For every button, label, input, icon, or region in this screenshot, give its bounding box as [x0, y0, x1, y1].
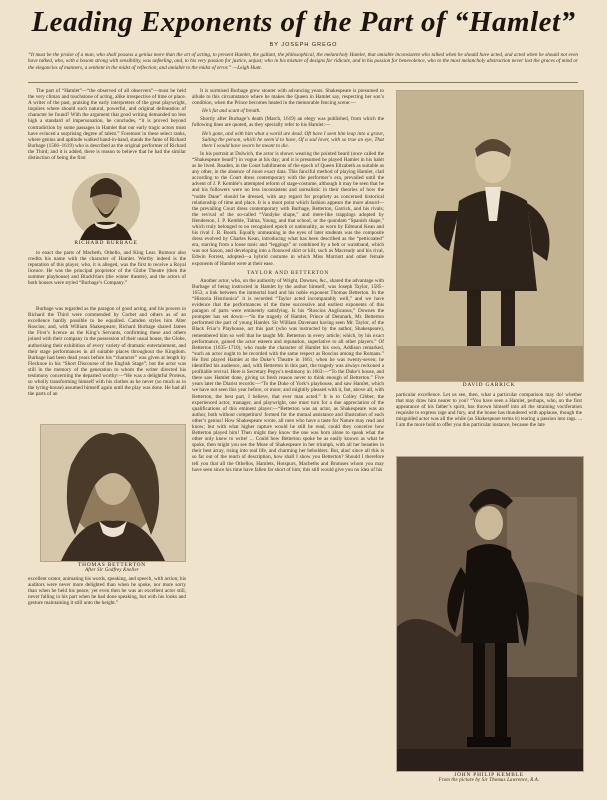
paragraph: particular excellence. Let us see, then, what a particular comparison may do! whether that may draw him nearer to you? “You have seen a Hamlet, perhaps, who, on the first appearance of his father’s spirit, has thrown himself into all the straining vociferation requisite to express rage and fury, and the house has thundered with applause, though the misguided actor was all the while (as Shakespeare terms it) tearing a passion into rags. ... I am the more bold to offer you this particular instance, because the late: [396, 392, 582, 429]
left-column-intro: [28, 88, 186, 164]
left-column-bottom: [28, 576, 186, 616]
garrick-engraving: [397, 91, 583, 381]
garrick-caption: DAVID GARRICK: [462, 382, 516, 388]
page-title: Leading Exponents of the Part of “Hamlet”: [31, 6, 576, 38]
header-rule: [28, 82, 578, 83]
epigraph: “It must be the praise of a man, who shall possess a genius more than the art of acting, to present Hamlet, the gallant, the philosophical, the melancholy Hamlet, that amiable inconsistent who talked when he should have acted, and acted when he should not even have talked, who, with a bosom strong with sensibility, was unfeeling, and, to his very passion for justice, unjust; who in his mixture of designs for ridicule, and in his passion for benevolence, who to the most melancholy abstraction never lost the graces of mind or the elegancies of manners, a sentient in the midst of reflection, and amiable to the midst of error.” —Leigh Hunt.: [28, 52, 578, 71]
paragraph: In his portrait at Dulwich, the actor is shown wearing the pointed beard (once called the “Shakespeare beard”) in vogue at his day; and it is presumed he played Hamlet in his habit as he lived. Boaden, in the Court habiliments of the epoch of Queen Elizabeth as suitable as any other, in the absence of more exact data. This fanciful method of playing Hamlet, clad according to the Court dress contemporary with the performer’s era, prevailed until the advent of J. P. Kemble’s attempted reform of stage-costume, although it may be seen that he and his followers were no less inconsistent and unrealistic in their theories of how the “noble Dane” should be dressed, with any regard for propriety as concerned historical relationship of time and place. It is a moot point which fashion appears the more absurd—the prevailing Court dress contemporary with Burbage, Betterton, Garrick, and his rivals; the revival of the so-called “Vandyke shape,” and mere-like trappings adopted by Henderson, J. P. Kemble, Talma, Young, and that school, or the quondam “Spanish shape,” which truly belonged to no recognised epoch or nationality, as worn by Edmund Kean and his rival J. B. Booth. Equally unmeaning in the eyes of later students was the composite dress evolved by Charles Kean, introducing what has been described as the “petticoated” era, starring from a loose tunic and “leggings” or combined by a belt or waistband, which was not Saxon, and developing into a flounced skirt or kilt, such as Macready and his rival, Edwin Forrest, adopted—a hybrid costume in which Miss Marriott and other female exponents of Hamlet were at their ease.: [192, 150, 384, 267]
paragraph: Shortly after Burbage’s death (March, 1619) an elegy was published, from which the following lines are quoted, as they specially refer to his Hamlet:—: [192, 116, 384, 129]
paragraph: The part of “Hamlet”—“the observed of all observers”—must be held the very climax and touchstone of acting, alike irrespective of time or place. A writer of the past, praising the early interpreters of the great playwright, inquires where should such natural, powerful, and original delineation of character be found? With the argument that good writing demanded no less high a standard of impersonation, he concludes, “it is proved beyond contradiction by some passages in Hamlet that our early tragic actors must have evinced a surprising degree of talent.” Foremost in these select ranks, where genius and aptitude walked hand-in-hand, stands the fame of Richard Burbage (1566–1619) who is described as the original performer of Richard the Third; and it is added, there is reason to believe that he had the similar distinction of being the first: [28, 88, 186, 162]
burbage-portrait: [66, 166, 146, 240]
kemble-portrait: [396, 456, 584, 772]
verse-quote: He’s fat and scant of breath.: [202, 108, 261, 115]
betterton-credit: After Sir Godfrey Kneller: [85, 568, 139, 573]
betterton-name: THOMAS BETTERTON: [78, 562, 146, 568]
betterton-engraving: [41, 425, 185, 561]
kemble-name: JOHN PHILIP KEMBLE: [454, 772, 524, 778]
paragraph: Another actor, who, on the authority of Wright, Downes, &c., shared the advantage with Burbage of being instructed in Hamlet by the author himself, was Joseph Taylor, 1585–1653, a link between the immortal bard and his noble exponent Thomas Betterton. In the “Historia Histrionica” it is recorded “Taylor acted incomparably well,” and we have evidence that the performances of the three successive and earliest exponents of this paragon of parts were eminently satisfying. Is his “Roscius Anglicanus,” Downes the prompter has set down:—“In the tragedy of Hamlet, Prince of Denmark, Mr. Betterton performed the part of young Hamlet. Sir William Davenant having seen Mr. Taylor, of the Black Friar’s Playhouse, act this part (who was instructed by the author, Shakespeare), remembered him so well that he taught Mr. Betterton in every article; which, by his exact performance, gained the actor esteem and reputation, superlative to all other players.” Of Betterton (1635–1710), who made the character of Hamlet his own, Addison remarked, “such an actor ought to be recorded with the same respect as Roscius among the Romans.” He first played Hamlet at the Duke’s Theatre in 1661, when he was twenty-seven; he identified his audience, and, with Betterton in this part, the tragedy was always reckoned a profitable revival. Here is Secretary Pepys’s testimony in 1663:—“To the Duke’s house, and there saw Hamlet done, giving us fresh reason never to think enough of Betterton.” Five years later the Diarist records:—“To the Duke of York’s playhouse, and saw Hamlet, which we have not seen this year before, or more; and mightily pleased with it, but, above all, with Betterton, the best part, I believe, that ever man acted.” It is to Colley Cibber, the experienced actor, manager, and playwright, one must turn for a due appreciation of the qualifications of this eminent player:—“Betterton was an actor, as Shakespeare was an author, both without competitors! formed for the mutual assistance and illustration of each other’s genius! How Shakespeare wrote, all men who have a taste for Nature may read and know; but with what higher rapture would he still be read, could they conceive how Betterton played him! Then might they know the one was born alone to speak what the other only knew to write! ... Could how Betterton spoke be as easily known as what he spoke, then might you see the Muse of Shakespeare in her triumph, with all her beauties in their best array, rising into real life, and charming her beholders. But, alas! since all this is so far out of the reach of description, how shall I show you Betterton? Should I therefore tell you that all the Othellos, Hamlets, Hotspurs, Macbeths and Brutuses whom you may have seen since his time have fallen far short of him; this still would give you no idea of his: [192, 277, 384, 473]
kemble-engraving: [397, 457, 583, 771]
paragraph: excellent orator, animating his words, speaking, and speech, with action; his auditors were never more delighted than when he spoke, nor more sorry than when he held his peace; yet even then he was an excellent actor still, never falling in his part when he had done speaking, but with his looks and gesture maintaining it still unto the height.”: [28, 576, 186, 607]
paragraph: to enact the parts of Macbeth, Othello, and King Lear. Rumour also credits his name with the character of Hamlet. Worthy indeed is the reputation of this player, who, it is alleged, was the first to receive a Royal licence. He was the principal proprietor of the Globe Theatre (then the summer playhouse) and Blackfriars (the winter theatre), and the actors of both houses were styled “Burbage’s Company.”: [28, 250, 186, 287]
paragraph: It is surmised Burbage grew stouter with advancing years. Shakespeare is presumed to allude to this circumstance where he makes the Queen in Hamlet say, respecting her son’s condition, when the Prince becomes heated in the memorable fencing scene:—: [192, 88, 384, 107]
burbage-engraving: [66, 166, 146, 240]
middle-column: [192, 88, 384, 788]
burbage-caption: RICHARD BURBAGE: [74, 240, 138, 246]
section-heading: TAYLOR AND BETTERTON: [246, 269, 330, 276]
left-column-burbage: [28, 250, 186, 304]
left-column-burbage-2: [28, 306, 186, 416]
betterton-caption: [40, 562, 184, 573]
betterton-portrait: [40, 424, 186, 562]
right-column-text: [396, 392, 582, 452]
verse-quote: He’s gone, and with him what a world are dead. Oft have I seen him leap into a grave, Suiting the person, which he seem’d to have, Of a sad lover, with so true an eye, That there I would have sworn he meant to die.: [202, 130, 384, 149]
paragraph: Burbage was regarded as the paragon of good acting, and his powers in Richard the Third were commended by Corbet and others as of an excellence hardly possible to be equalled. Camden styles him Alter Roscius; and, with William Shakespeare, Richard Burbage shared James the First’s licence as the King’s Servants, confirming these and others joined with their company in the possession of their usual house, the Globe, authorising their exhibition of every variety of dramatic entertainment, and their stage performances in all suitable places throughout the Kingdom. Burbage had been dead years before his “character” was given at length by Flecknoe in his “Short Discourse of the English Stage”; but the actor was still in the memory of the generation to whom the writer directed his testimony concerning the departed worthy:—“He was a delightful Proteus, so wholly transforming himself with his clothes as he never (so much as in the tyring-house) assumed himself again until the play was done. He had all the parts of an: [28, 306, 186, 398]
kemble-credit: From the picture by Sir Thomas Lawrence, R.A.: [438, 778, 540, 783]
garrick-portrait: [396, 90, 584, 382]
kemble-caption: [396, 772, 582, 783]
byline: BY JOSEPH GREGO: [269, 42, 338, 48]
